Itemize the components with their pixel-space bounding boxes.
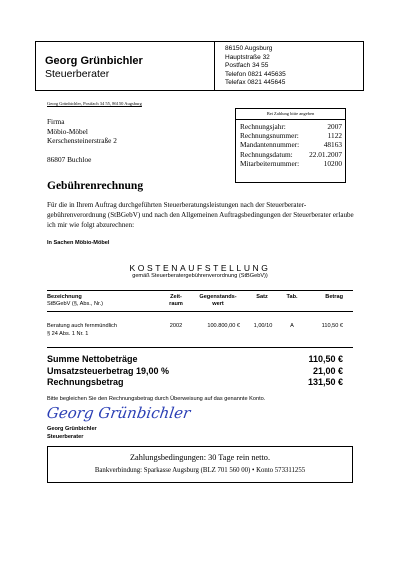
payment-terms: Zahlungsbedingungen: 30 Tage rein netto.	[129, 453, 271, 462]
info-value: 1122	[327, 131, 342, 141]
info-label: Rechnungsdatum:	[240, 149, 293, 159]
row-description-ref: § 24 Abs. 1 Nr. 1	[47, 331, 89, 337]
subject-line: In Sachen Möbio-Möbel	[47, 240, 110, 246]
contact-phone: Telefon 0821 445635	[225, 70, 286, 78]
info-box-divider	[236, 119, 345, 120]
row-rate: 1,00/10	[253, 323, 273, 329]
payment-terms-box	[47, 446, 353, 483]
table-header-rule	[47, 311, 353, 312]
info-label: Rechnungsnummer:	[240, 131, 299, 141]
total-gross	[47, 377, 343, 387]
cost-statement-title: KOSTENAUFSTELLUNG	[129, 263, 271, 273]
info-label: Rechnungsjahr:	[240, 122, 286, 131]
info-row-invoice-date	[240, 150, 342, 159]
header-object-value: Gegenstands-	[199, 294, 237, 300]
row-amount: 110,50 €	[321, 323, 343, 329]
contact-city: 86150 Augsburg	[225, 45, 273, 52]
row-object-value: 100.800,00 €	[207, 323, 240, 329]
header-description-ref: StBGebV (§, Abs., Nr.)	[47, 301, 103, 307]
total-net	[47, 354, 343, 364]
signatory-title: Steuerberater	[47, 433, 84, 440]
recipient-company: Möbio-Möbel	[47, 126, 88, 136]
intro-text: Für die in Ihrem Auftrag durchgeführten Steuerberatungsleistungen nach der Steuerberater-gebührenverordnung (StBGebV) und nach den Allgemeinen Auftragsbedingungen der Steuerberater erlaube ich mir wie folgt abzurechnen:	[47, 201, 354, 229]
total-gross-value: 131,50 €	[307, 377, 343, 387]
sender-name: Georg Grünbichler	[45, 55, 143, 67]
sender-title: Steuerberater	[45, 68, 110, 80]
total-vat	[47, 366, 343, 376]
info-row-client-number	[240, 140, 342, 149]
info-row-invoice-number	[240, 131, 342, 140]
header-amount: Betrag	[325, 294, 343, 300]
recipient-address	[47, 117, 117, 164]
info-label: Mitarbeiternummer:	[240, 158, 300, 168]
info-label: Mandantennummer:	[240, 140, 300, 150]
handwritten-signature: Georg Grünbichler	[45, 404, 192, 422]
info-value: 2007	[327, 122, 342, 131]
bank-details: Bankverbindung: Sparkasse Augsburg (BLZ 701 560 00) • Konto 573311255	[94, 467, 306, 474]
header-period-2: raum	[169, 301, 183, 307]
info-row-year	[240, 122, 342, 131]
total-gross-label: Rechnungsbetrag	[47, 377, 124, 387]
payment-note: Bitte begleichen Sie den Rechnungsbetrag durch Überweisung auf das genannte Konto.	[47, 396, 266, 402]
header-object-value-2: wert	[212, 301, 224, 307]
contact-po-box: Postfach 34 55	[225, 62, 269, 70]
document-title: Gebührenrechnung	[47, 180, 144, 192]
table-bottom-rule	[47, 347, 353, 348]
info-row-employee-number	[240, 159, 342, 168]
table-top-rule	[47, 290, 353, 291]
contact-fax: Telefax 0821 445645	[225, 79, 286, 87]
info-value: 10200	[323, 158, 342, 168]
info-value: 22.01.2007	[309, 149, 342, 159]
signatory	[47, 426, 97, 441]
info-value: 48163	[323, 140, 342, 150]
recipient-line-1: Firma	[47, 117, 65, 126]
row-period: 2002	[169, 323, 183, 329]
total-vat-value: 21,00 €	[312, 366, 343, 376]
header-period: Zeit-	[170, 294, 182, 300]
header-divider	[214, 42, 215, 90]
info-box-note: Bei Zahlung bitte angeben	[266, 111, 315, 116]
total-net-label: Summe Nettobeträge	[47, 354, 138, 364]
total-vat-label: Umsatzsteuerbetrag 19,00 %	[47, 366, 170, 376]
header-table: Tab.	[286, 294, 298, 300]
sender-contact	[225, 45, 286, 88]
row-table: A	[290, 323, 294, 329]
signatory-name: Georg Grünbichler	[47, 426, 97, 432]
return-address: Georg Grünbichler, Postfach 34 55, 86150 Augsburg	[47, 101, 142, 106]
row-description: Beratung auch fernmündlich	[47, 323, 117, 329]
header-rate: Satz	[256, 294, 268, 300]
invoice-info-box	[235, 108, 346, 183]
recipient-city: 86807 Buchloe	[47, 154, 92, 164]
sender-header	[35, 41, 364, 91]
total-net-value: 110,50 €	[308, 354, 343, 364]
contact-street: Hauptstraße 32	[225, 53, 270, 61]
header-description: Bezeichnung	[47, 294, 82, 300]
cost-statement-subtitle: gemäß Steuerberatergebührenverordnung (StBGebV))	[132, 273, 268, 279]
recipient-street: Kerschensteinerstraße 2	[47, 136, 117, 145]
